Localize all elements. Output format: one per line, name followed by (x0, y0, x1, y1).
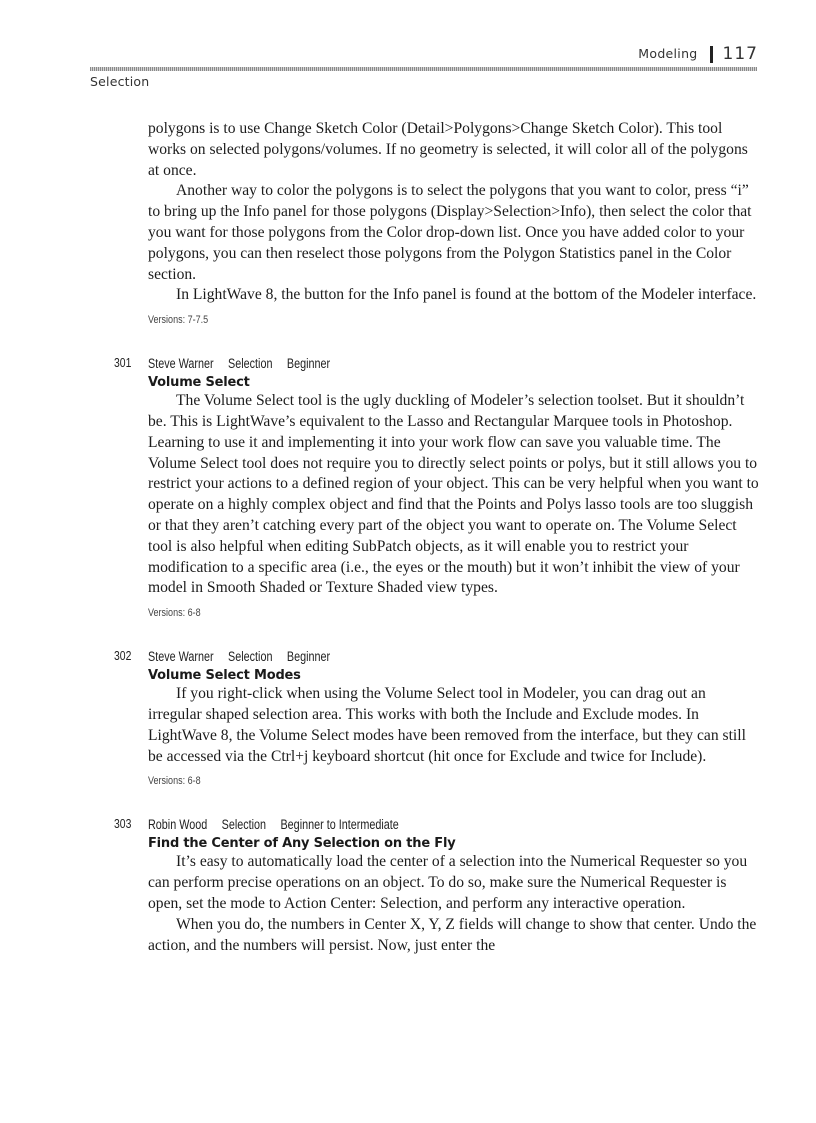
body-paragraph: It’s easy to automatically load the center of a selection into the Numerical Requester so you can perform precise operations on an object. To do so, make sure the Numerical Requester is open, set the mode to Action Center: Selection, and perform any interactive operation. (148, 853, 748, 912)
body-paragraph: Another way to color the polygons is to select the polygons that you want to color, press “i” to bring up the Info panel for those polygons (Display>Selection>Info), then select the color that you want for those polygons from the Color drop-down list. Once you have added color to your polygons, you can then reselect those polygons from the Polygon Statistics panel in the Color section. (148, 182, 752, 283)
page-body (114, 119, 760, 956)
header-rule (90, 67, 757, 71)
tip-title: Volume Select (148, 375, 250, 391)
versions-note: Versions: 7-7.5 (148, 314, 209, 327)
running-head (638, 40, 758, 64)
tip-302 (114, 647, 760, 788)
tip-303 (114, 815, 760, 956)
tip-category: Selection (228, 355, 273, 371)
running-head-section: Modeling (638, 46, 698, 61)
header-divider-bar (710, 46, 713, 63)
tip-author: Robin Wood (148, 816, 208, 832)
versions-note: Versions: 6-8 (148, 775, 201, 788)
tip-meta (148, 647, 638, 665)
body-paragraph: When you do, the numbers in Center X, Y, Z fields will change to show that center. Undo the action, and the numbers will persist. Now, just enter the (148, 915, 757, 954)
chapter-label: Selection (90, 74, 150, 89)
page-number: 117 (722, 44, 758, 64)
tip-title: Volume Select Modes (148, 668, 301, 684)
tip-number: 303 (114, 816, 132, 832)
versions-note: Versions: 6-8 (148, 607, 201, 620)
tip-number: 302 (114, 648, 132, 664)
tip-301 (114, 354, 760, 620)
tip-meta (148, 354, 638, 372)
tip-title: Find the Center of Any Selection on the Fly (148, 836, 456, 852)
tip-level: Beginner to Intermediate (280, 816, 399, 832)
tip-author: Steve Warner (148, 355, 214, 371)
tip-category: Selection (221, 816, 267, 832)
tip-category: Selection (228, 648, 273, 664)
body-paragraph: polygons is to use Change Sketch Color (Detail>Polygons>Change Sketch Color). This tool works on selected polygons/volumes. If no geometry is selected, it will color all of the polygons at once. (148, 120, 748, 179)
body-paragraph: If you right-click when using the Volume Select tool in Modeler, you can drag out an irregular shaped selection area. This works with both the Include and Exclude modes. In LightWave 8, the Volume Select modes have been removed from the interface, but they can still be accessed via the Ctrl+j keyboard shortcut (hit once for Exclude and twice for Include). (148, 685, 746, 765)
body-paragraph: In LightWave 8, the button for the Info panel is found at the bottom of the Modeler interface. (176, 286, 757, 304)
tip-meta (148, 815, 638, 833)
tip-level: Beginner (286, 648, 331, 664)
tip-level: Beginner (286, 355, 331, 371)
body-paragraph: The Volume Select tool is the ugly duckling of Modeler’s selection toolset. But it shouldn’t be. This is LightWave’s equivalent to the Lasso and Rectangular Marquee tools in Photoshop. Learning to use it and implementing it into your work flow can save you valuable time. The Volume Select tool does not require you to directly select points or polys, but it still allows you to restrict your actions to a defined region of your object. This can be very helpful when you want to operate on a highly complex object and find that the Points and Polys lasso tools are too sluggish or that they aren’t catching every part of the object you want to operate on. The Volume Select tool is also helpful when editing SubPatch objects, as it will enable you to restrict your modification to a specific area (i.e., the eyes or the mouth) but it won’t inhibit the view of your model in Smooth Shaded or Texture Shaded view types. (148, 392, 759, 597)
tip-author: Steve Warner (148, 648, 214, 664)
intro-section (148, 119, 760, 326)
tip-number: 301 (114, 355, 132, 371)
